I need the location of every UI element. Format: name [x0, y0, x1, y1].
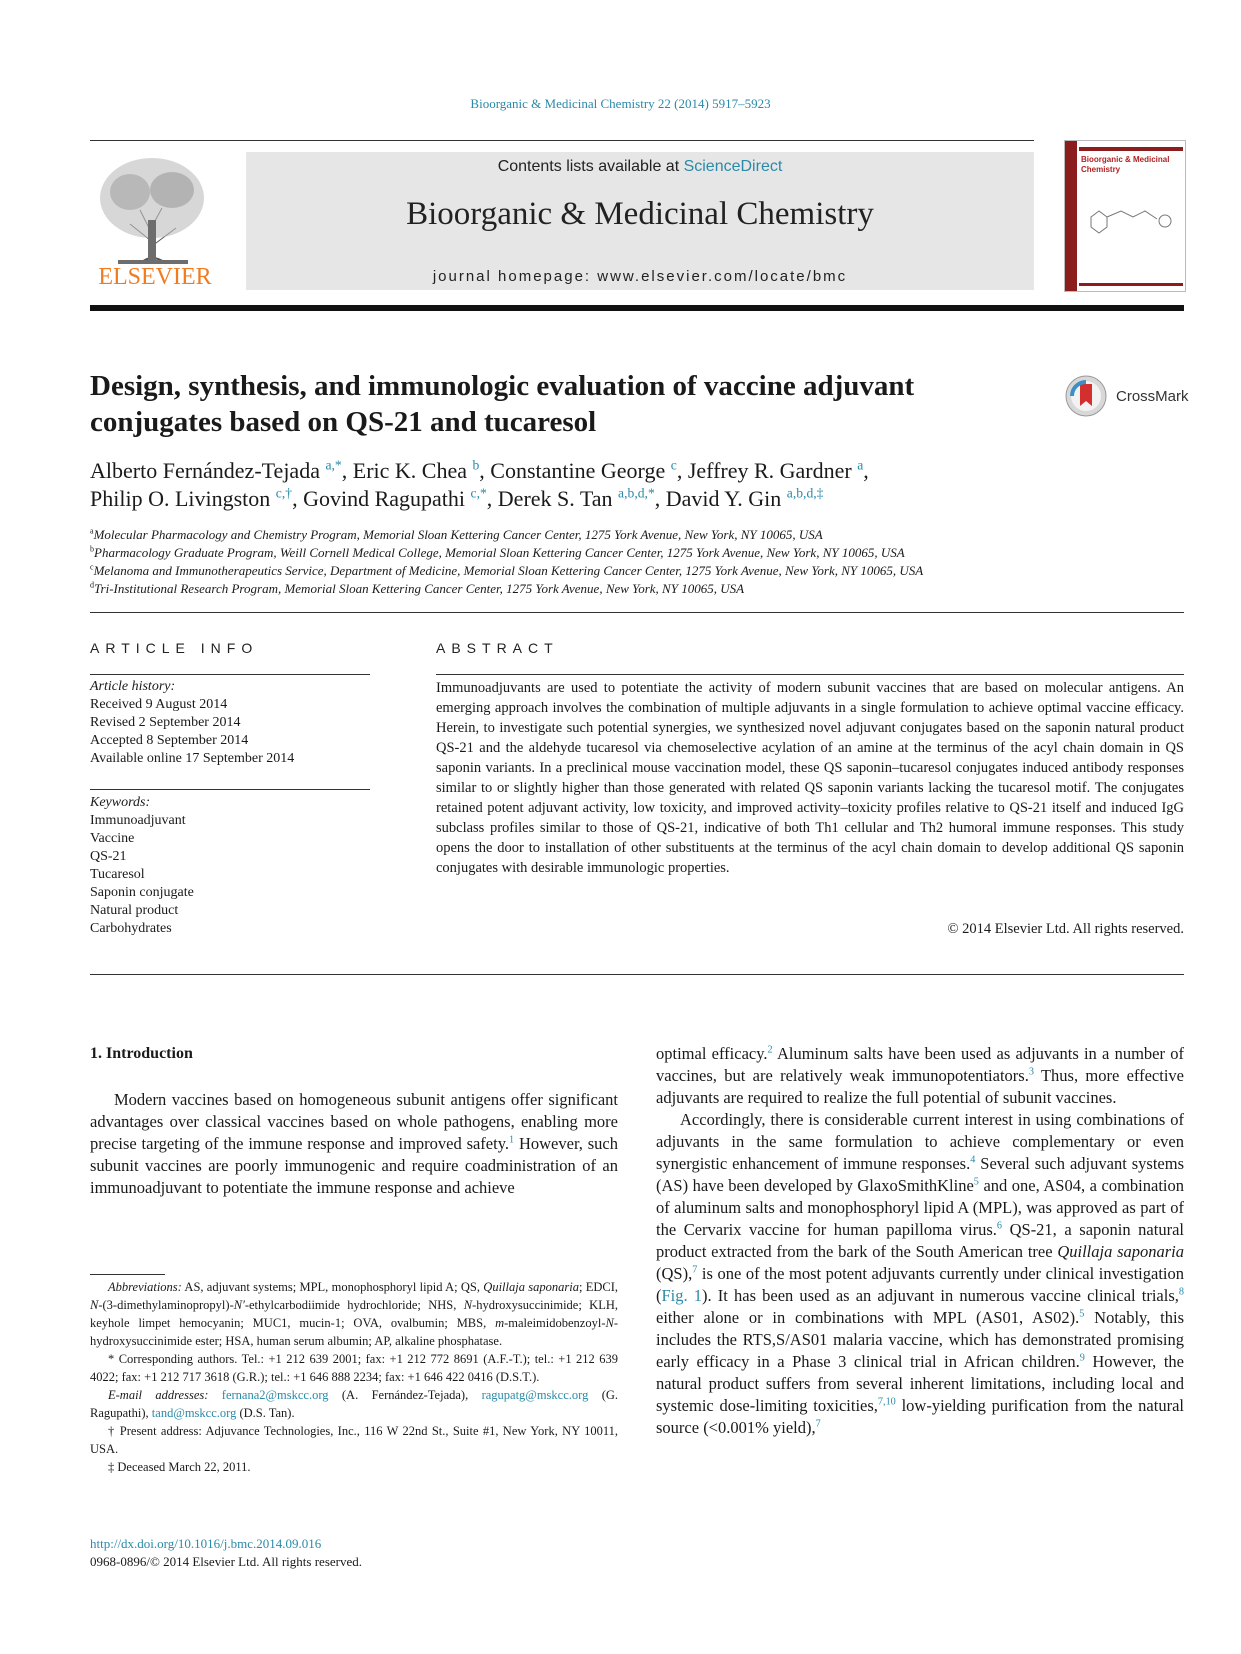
citation-link[interactable]: 7,10: [877, 1396, 896, 1408]
article-info-heading: ARTICLE INFO: [90, 640, 259, 656]
issn-line: 0968-0896/© 2014 Elsevier Ltd. All rights reserved.: [90, 1554, 362, 1569]
footnote-text: (D.S. Tan).: [236, 1406, 295, 1420]
article-info-rule: [90, 674, 370, 675]
author-marks[interactable]: a: [857, 457, 864, 473]
top-rule: [90, 140, 1034, 141]
intro-text: Modern vaccines based on homogeneous subunit antigens offer significant advantages over classical vaccines based on whole pathogens, enabling more precise targeting of the immune response and improved safety.: [90, 1090, 618, 1153]
author-name[interactable]: Govind Ragupathi: [303, 486, 466, 511]
article-history: [90, 678, 370, 768]
sciencedirect-link[interactable]: ScienceDirect: [683, 158, 783, 175]
cover-bottom-band: [1079, 283, 1183, 286]
author-separator: ,: [479, 458, 491, 483]
affiliation-item: [90, 562, 1184, 580]
body-text: QS-21, a saponin natural product extracted from the bark of the South American tree: [656, 1220, 1184, 1261]
footnotes: [90, 1278, 618, 1476]
abbreviations-footnote: [90, 1278, 618, 1350]
body-text: Aluminum salts have been used as adjuvants in a number of vaccines, but are relatively weak immunopotentiators.: [656, 1044, 1184, 1085]
footnote-mark: ‡: [108, 1460, 115, 1474]
email-link[interactable]: fernana2@mskcc.org: [221, 1388, 329, 1402]
footnote-text: -hydroxysuccinimide; KLH, keyhole limpet hemocyanin; MUC1, mucin-1; OVA, ovalbumin; MBS,: [90, 1298, 618, 1330]
keywords-label: Keywords:: [90, 795, 151, 810]
citation-link[interactable]: 1: [509, 1134, 515, 1146]
journal-cover[interactable]: [1064, 140, 1186, 292]
affiliation-list: [90, 526, 1184, 598]
body-text: However, the natural product suffers from several inherent limitations, including local and systemic dose-limiting toxicities,: [656, 1352, 1184, 1415]
author-marks[interactable]: c,†: [275, 485, 293, 501]
article-title: Design, synthesis, and immunologic evaluation of vaccine adjuvant conjugates based on QS-21 and tucaresol: [90, 370, 915, 438]
footnote-text: -(3-dimethylaminopropyl)-: [98, 1298, 234, 1312]
keyword-item: Natural product: [90, 903, 179, 918]
figure-link[interactable]: Fig. 1: [661, 1286, 703, 1305]
footnote-text: (A. Fernández-Tejada),: [328, 1388, 482, 1402]
introduction-heading: 1. Introduction: [90, 1045, 193, 1062]
history-item: Available online 17 September 2014: [90, 751, 295, 766]
history-item: Revised 2 September 2014: [90, 715, 241, 730]
journal-banner: [246, 152, 1034, 290]
affiliation-rule: [90, 612, 1184, 613]
citation-link[interactable]: 3: [1028, 1066, 1034, 1078]
author-separator: ,: [292, 486, 304, 511]
author-name[interactable]: Derek S. Tan: [497, 486, 613, 511]
abstract-heading: ABSTRACT: [436, 640, 559, 656]
author-name[interactable]: Constantine George: [490, 458, 666, 483]
author-name[interactable]: Philip O. Livingston: [90, 486, 271, 511]
citation-link[interactable]: 7: [815, 1418, 821, 1430]
cover-band: [1079, 147, 1183, 151]
author-name[interactable]: Eric K. Chea: [352, 458, 467, 483]
elsevier-tree-icon: [90, 150, 220, 290]
body-text: ). It has been used as an adjuvant in numerous vaccine clinical trials,: [702, 1286, 1179, 1305]
footnote-rule: [90, 1274, 165, 1275]
email-label: E-mail addresses:: [108, 1388, 209, 1402]
footnote-text: N: [90, 1298, 99, 1312]
author-marks[interactable]: a,b,d,*: [618, 485, 655, 501]
footnote-text: Deceased March 22, 2011.: [114, 1460, 251, 1474]
email-link[interactable]: tand@mskcc.org: [151, 1406, 237, 1420]
affiliation-text: Pharmacology Graduate Program, Weill Cornell Medical College, Memorial Sloan Kettering Cancer Center, 1275 York Avenue, New York, NY 10065, USA: [94, 545, 905, 560]
introduction-right-column: [656, 1043, 1184, 1439]
elsevier-wordmark: ELSEVIER: [98, 264, 212, 290]
doi-link[interactable]: http://dx.doi.org/10.1016/j.bmc.2014.09.016: [90, 1536, 322, 1551]
contents-line: [246, 158, 1034, 176]
author-list: [90, 457, 1150, 513]
footnote-text: -hydroxysuccinimide ester; HSA, human serum albumin; AP, alkaline phosphatase.: [90, 1316, 618, 1348]
keyword-item: Tucaresol: [90, 867, 145, 882]
keyword-list: [90, 794, 370, 938]
footnote-text: ; EDCI,: [578, 1280, 618, 1294]
body-paragraph: [656, 1043, 1184, 1109]
abbreviations-label: Abbreviations:: [108, 1280, 182, 1294]
header-thick-rule: [90, 305, 1184, 311]
citation-link[interactable]: 8: [1178, 1286, 1184, 1298]
crossmark-badge[interactable]: [1064, 374, 1189, 418]
contents-prefix: Contents lists available at: [497, 158, 684, 175]
footnote-text: -ethylcarbodiimide hydrochloride; NHS,: [244, 1298, 464, 1312]
author-name[interactable]: David Y. Gin: [665, 486, 782, 511]
citation-link[interactable]: 2: [767, 1044, 773, 1056]
introduction-paragraph: [90, 1089, 618, 1199]
body-text: is one of the most potent adjuvants currently under clinical investigation (: [656, 1264, 1184, 1305]
history-item: Accepted 8 September 2014: [90, 733, 249, 748]
footnote-text: N′: [233, 1298, 245, 1312]
cover-spine: [1065, 141, 1077, 291]
keywords-rule: [90, 789, 370, 790]
keyword-item: Carbohydrates: [90, 921, 172, 936]
author-marks[interactable]: c: [670, 457, 677, 473]
affiliation-text: Tri-Institutional Research Program, Memorial Sloan Kettering Cancer Center, 1275 York Avenue, New York, NY 10065, USA: [94, 581, 745, 596]
affiliation-key: c: [90, 562, 94, 572]
author-separator: ,: [654, 486, 666, 511]
keyword-item: Vaccine: [90, 831, 135, 846]
affiliation-text: Melanoma and Immunotherapeutics Service, Department of Medicine, Memorial Sloan Kettering Cancer Center, 1275 York Avenue, New York, NY 10065, USA: [93, 563, 924, 578]
affiliation-item: [90, 580, 1184, 598]
present-address-footnote: [90, 1422, 618, 1458]
affiliation-text: Molecular Pharmacology and Chemistry Program, Memorial Sloan Kettering Cancer Center, 1275 York Avenue, New York, NY 10065, USA: [93, 527, 823, 542]
author-marks[interactable]: a,b,d,‡: [786, 485, 824, 501]
footnote-mark: †: [108, 1424, 116, 1438]
elsevier-logo[interactable]: [90, 150, 220, 290]
footnote-text: AS, adjuvant systems; MPL, monophosphoryl lipid A; QS,: [181, 1280, 484, 1294]
footnote-text: N: [605, 1316, 614, 1330]
footnote-mark: *: [108, 1352, 115, 1366]
citation-link[interactable]: 4: [970, 1154, 976, 1166]
keyword-item: Immunoadjuvant: [90, 813, 186, 828]
abstract-rule: [436, 674, 1184, 675]
body-text: Accordingly, there is considerable current interest in using combinations of adjuvants in the same formulation to achieve complementary or even synergistic enhancement of immune responses.: [656, 1110, 1184, 1173]
body-text: (QS),: [656, 1264, 693, 1283]
author-separator: ,: [676, 458, 688, 483]
footnote-text: N: [463, 1298, 473, 1312]
citation-link[interactable]: 7: [692, 1264, 698, 1276]
journal-homepage[interactable]: journal homepage: www.elsevier.com/locate/bmc: [432, 268, 848, 285]
keyword-item: Saponin conjugate: [90, 885, 194, 900]
author-name[interactable]: Jeffrey R. Gardner: [687, 458, 852, 483]
body-text: Several such adjuvant systems (AS) have been developed by GlaxoSmithKline: [656, 1154, 1185, 1195]
journal-reference[interactable]: Bioorganic & Medicinal Chemistry 22 (2014) 5917–5923: [470, 96, 771, 111]
body-text: Thus, more effective adjuvants are required to realize the full potential of subunit vaccines.: [656, 1066, 1184, 1107]
affiliation-key: a: [90, 526, 94, 536]
affiliation-key: b: [90, 544, 95, 554]
affiliation-item: [90, 526, 1184, 544]
body-text: low-yielding purification from the natural source (<0.001% yield),: [656, 1396, 1184, 1437]
author-separator: ,: [486, 486, 498, 511]
footnote-text: m: [495, 1316, 505, 1330]
citation-link[interactable]: 5: [973, 1176, 979, 1188]
body-text: optimal efficacy.: [656, 1044, 768, 1063]
keyword-item: QS-21: [90, 849, 127, 864]
body-text: either alone or in combinations with MPL (AS01, AS02).: [656, 1308, 1080, 1327]
crossmark-label: CrossMark: [1116, 388, 1189, 405]
author-marks[interactable]: b: [472, 457, 480, 473]
footnote-text: Present address: Adjuvance Technologies, Inc., 116 W 22nd St., Suite #1, New York, NY 10011, USA.: [90, 1424, 618, 1456]
affiliation-item: [90, 544, 1184, 562]
footnote-text: -maleimidobenzoyl-: [504, 1316, 606, 1330]
journal-title: Bioorganic & Medicinal Chemistry: [406, 196, 874, 232]
abstract-text: Immunoadjuvants are used to potentiate the activity of modern subunit vaccines that are based on molecular antigens. An emerging approach involves the combination of multiple adjuvants in a single formulation to achieve optimal vaccine efficacy. Herein, to investigate such potential synergies, we synthesized novel adjuvant conjugates based on the saponin natural product QS-21 and the aldehyde tucaresol via chemoselective acylation of an amine at the terminus of the acyl chain domain in QS saponin variants. In a preclinical mouse vaccination model, these QS saponin–tucaresol conjugates induced antibody responses similar to or slightly higher than those generated with related QS saponin variants lacking the tucaresol motif. The conjugates retained potent adjuvant activity, low toxicity, and improved activity–toxicity profiles relative to QS-21 itself and induced IgG subclass profiles similar to those of QS-21, indicative of both Th1 cellular and Th2 humoral immune responses. This study opens the door to installation of other substituents at the terminus of the acyl chain domain to develop additional QS saponin conjugates with desirable immunologic properties.: [436, 680, 1184, 876]
citation-link[interactable]: 9: [1079, 1352, 1085, 1364]
email-link[interactable]: ragupatg@mskcc.org: [481, 1388, 589, 1402]
footnote-text: Corresponding authors. Tel.: +1 212 639 2001; fax: +1 212 772 8691 (A.F.-T.); tel.: +1 212 639 4022; fax: +1 212 717 3618 (G.R.); tel.: +1 646 888 2234; fax: +1 646 422 0416 (D.S.T.).: [90, 1352, 618, 1384]
body-paragraph: [656, 1109, 1184, 1439]
body-text: Notably, this includes the RTS,S/AS01 malaria vaccine, which has demonstrated promising early efficacy in a Phase 3 clinical trial in African children.: [656, 1308, 1184, 1371]
cover-title: Bioorganic & Medicinal Chemistry: [1081, 155, 1170, 174]
abstract-copyright: © 2014 Elsevier Ltd. All rights reserved.: [947, 921, 1184, 937]
citation-link[interactable]: 5: [1079, 1308, 1085, 1320]
cover-structure-icon: [1081, 197, 1177, 237]
author-separator: ,: [341, 458, 353, 483]
intro-text: However, such subunit vaccines are poorly immunogenic and require coadministration of an immunoadjuvant to potentiate the immune response and achieve: [90, 1134, 618, 1197]
abstract-end-rule: [90, 974, 1184, 975]
footnote-text: Quillaja saponaria: [483, 1280, 579, 1294]
footnote-text: (G. Ragupathi),: [90, 1388, 619, 1420]
author-marks[interactable]: c,*: [470, 485, 487, 501]
body-text: and one, AS04, a combination of aluminum salts and monophosphoryl lipid A (MPL), was approved as part of the Cervarix vaccine for human papilloma virus.: [656, 1176, 1184, 1239]
author-marks[interactable]: a,*: [325, 457, 342, 473]
citation-link[interactable]: 6: [996, 1220, 1003, 1232]
history-item: Received 9 August 2014: [90, 697, 228, 712]
history-label: Article history:: [90, 679, 176, 694]
crossmark-icon: [1064, 374, 1108, 418]
author-name[interactable]: Alberto Fernández-Tejada: [90, 458, 320, 483]
email-footnote: [90, 1386, 618, 1422]
affiliation-key: d: [90, 580, 95, 590]
deceased-footnote: [90, 1458, 618, 1476]
author-separator: ,: [863, 458, 869, 483]
species-name: Quillaja saponaria: [1057, 1242, 1185, 1261]
corresponding-footnote: [90, 1350, 618, 1386]
